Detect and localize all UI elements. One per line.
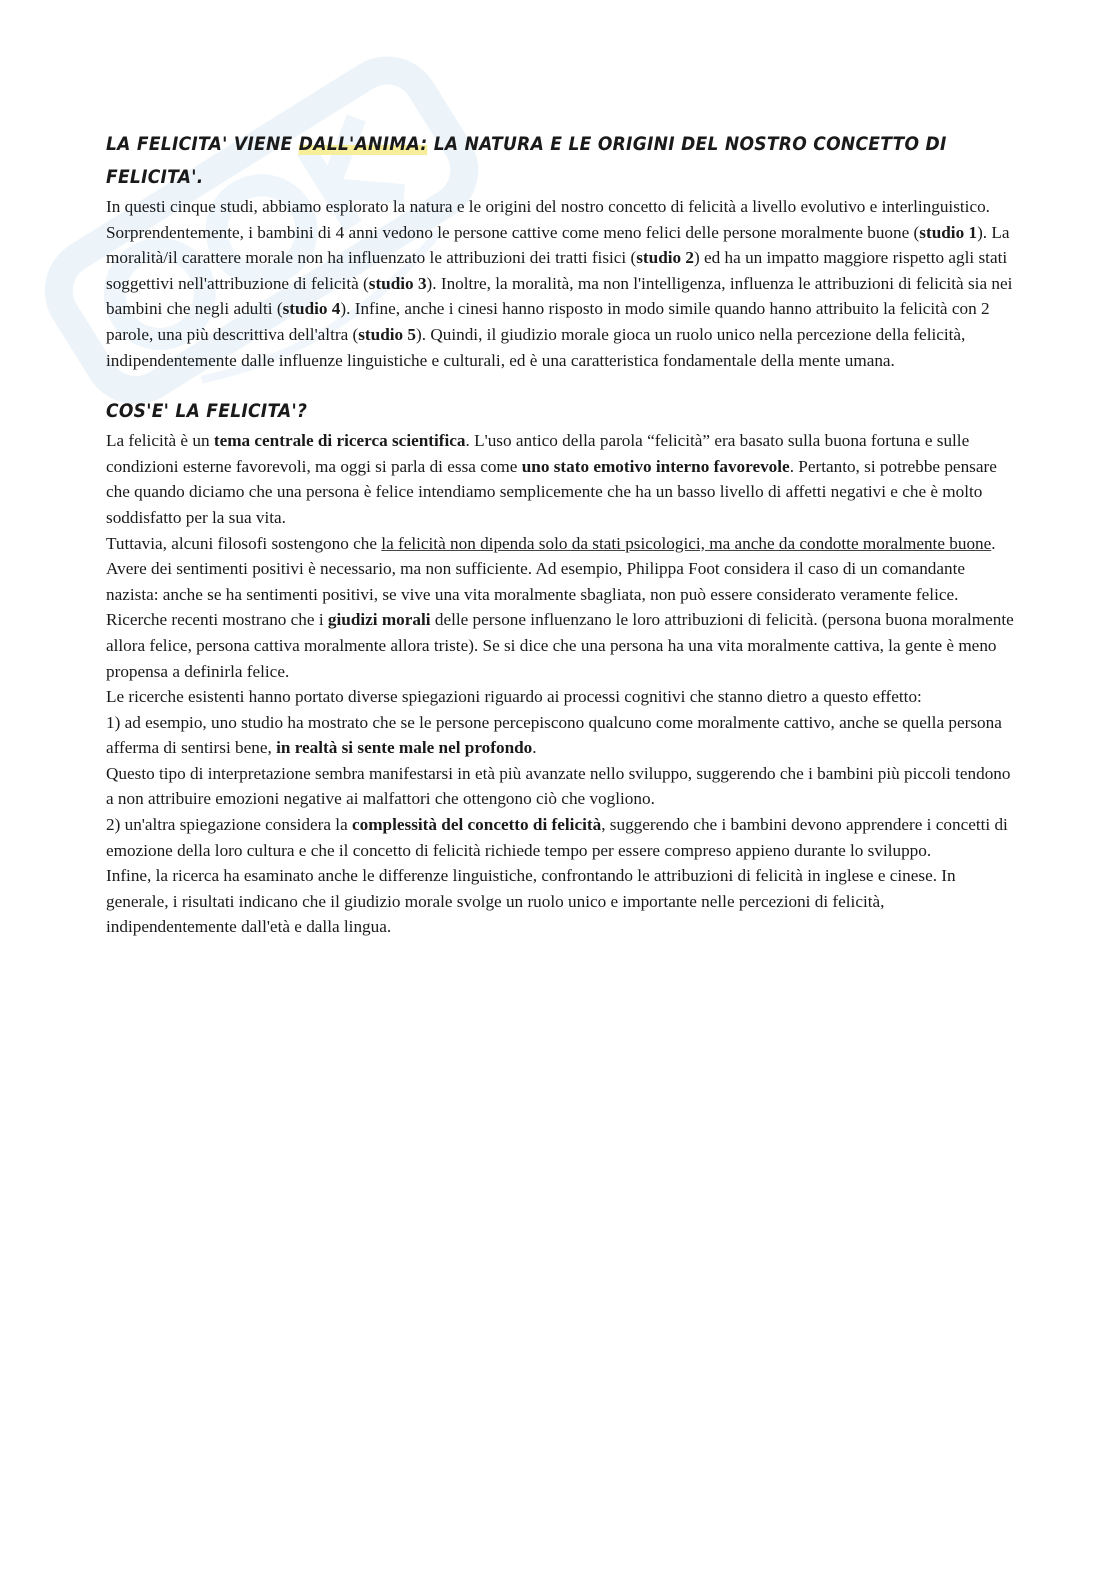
text-run: . L'uso antico della parola “felicità” era basato sulla buona fortuna e sulle condizioni esterne favorevoli, ma oggi si parla di essa come: [106, 431, 970, 476]
text-run: ) ed ha un impatto maggiore rispetto agli stati soggettivi nell'attribuzione di felicità (: [106, 248, 1008, 293]
paragraph-explanation-1: [106, 710, 1018, 761]
text-run: La felicità è un: [106, 431, 214, 451]
text-run: .: [532, 738, 537, 758]
bold-study-4: studio 4: [282, 299, 341, 319]
bold-study-5: studio 5: [358, 324, 417, 344]
text-run: ). Quindi, il giudizio morale gioca un ruolo unico nella percezione della felicità, indipendentemente dalle influenze linguistiche e culturali, ed è una caratteristica fondamentale della mente umana.: [106, 324, 966, 370]
paragraph-conclusion: Infine, la ricerca ha esaminato anche le differenze linguistiche, confrontando le attribuzioni di felicità in inglese e cinese. In generale, i risultati indicano che il giudizio morale svolge un ruolo unico e importante nelle percezioni di felicità, indipendentemente dall'età e dalla lingua.: [106, 866, 956, 937]
text-run: , suggerendo che i bambini devono apprendere i concetti di emozione della loro cultura e che il concetto di felicità richiede tempo per essere compreso appieno durante lo sviluppo.: [106, 815, 1008, 860]
text-run: . Avere dei sentimenti positivi è necessario, ma non sufficiente. Ad esempio, Philippa Foot considera il caso di un comandante nazista: anche se ha sentimenti positivi, se vive una vita moralmente sbagliata, non può essere considerato veramente felice.: [106, 533, 996, 604]
main-heading-part1: LA FELICITA' VIENE: [106, 133, 299, 155]
summary-paragraph: [106, 194, 1018, 373]
text-run: delle persone influenzano le loro attribuzioni di felicità. (persona buona moralmente allora felice, persona cattiva moralmente allora triste). Se si dice che una persona ha una vita moralmente cattiva, la gente è meno propensa a definirla felice.: [106, 610, 1014, 681]
text-run: 2) un'altra spiegazione considera la: [106, 815, 353, 835]
underlined-phrase: la felicità non dipenda solo da stati psicologici, ma anche da condotte moralmente buone: [381, 533, 992, 553]
bold-study-1: studio 1: [919, 222, 978, 242]
main-heading: [106, 128, 1017, 194]
text-run: 1) ad esempio, uno studio ha mostrato che se le persone percepiscono qualcuno come moralmente cattivo, anche se quella persona afferma di sentirsi bene,: [106, 712, 1002, 758]
section-heading: COS'E' LA FELICITA'?: [106, 400, 308, 423]
text-run: . Pertanto, si potrebbe pensare che quando diciamo che una persona è felice intendiamo semplicemente che ha un basso livello di affetti negativi e che è molto soddisfatto per la sua vita.: [106, 456, 997, 527]
text-run: ). La moralità/il carattere morale non ha influenzato le attribuzioni dei tratti fisici (: [106, 222, 1010, 268]
paragraph-philosophers: [106, 531, 1018, 608]
main-heading-highlight: DALL'ANIMA:: [298, 133, 428, 155]
paragraph-explanation-2: [106, 812, 1018, 863]
text-run: ). Infine, anche i cinesi hanno risposto in modo simile quando hanno attribuito la felicità con 2 parole, una più descrittiva dell'altra (: [106, 299, 990, 344]
bold-phrase: complessità del concetto di felicità: [352, 815, 602, 835]
paragraph-definition: [106, 428, 1018, 530]
text-run: ). Inoltre, la moralità, ma non l'intelligenza, influenza le attribuzioni di felicità sia nei bambini che negli adulti (: [106, 273, 1013, 319]
bold-phrase: giudizi morali: [327, 610, 431, 630]
text-run: Tuttavia, alcuni filosofi sostengono che: [106, 533, 382, 553]
text-run: Ricerche recenti mostrano che i: [106, 610, 328, 630]
bold-study-3: studio 3: [368, 273, 427, 293]
paragraph-explanations-intro: Le ricerche esistenti hanno portato diverse spiegazioni riguardo ai processi cognitivi che stanno dietro a questo effetto:: [106, 687, 922, 707]
bold-phrase: tema centrale di ricerca scientifica: [213, 431, 466, 451]
paragraph-development: Questo tipo di interpretazione sembra manifestarsi in età più avanzate nello sviluppo, suggerendo che i bambini più piccoli tendono a non attribuire emozioni negative ai malfattori che ottengono ciò che vogliono.: [106, 763, 1011, 809]
bold-study-2: studio 2: [636, 248, 695, 268]
paragraph-research: [106, 607, 1018, 684]
text-run: In questi cinque studi, abbiamo esplorato la natura e le origini del nostro concetto di felicità a livello evolutivo e interlinguistico. Sorprendentemente, i bambini di 4 anni vedono le persone cattive come meno felici delle persone moralmente buone (: [106, 197, 990, 242]
document-body: [106, 128, 1018, 940]
main-heading-part2: LA NATURA E LE ORIGINI DEL NOSTRO CONCETTO DI FELICITA'.: [106, 133, 947, 188]
bold-phrase: uno stato emotivo interno favorevole: [521, 456, 790, 476]
bold-phrase: in realtà si sente male nel profondo: [276, 738, 533, 758]
